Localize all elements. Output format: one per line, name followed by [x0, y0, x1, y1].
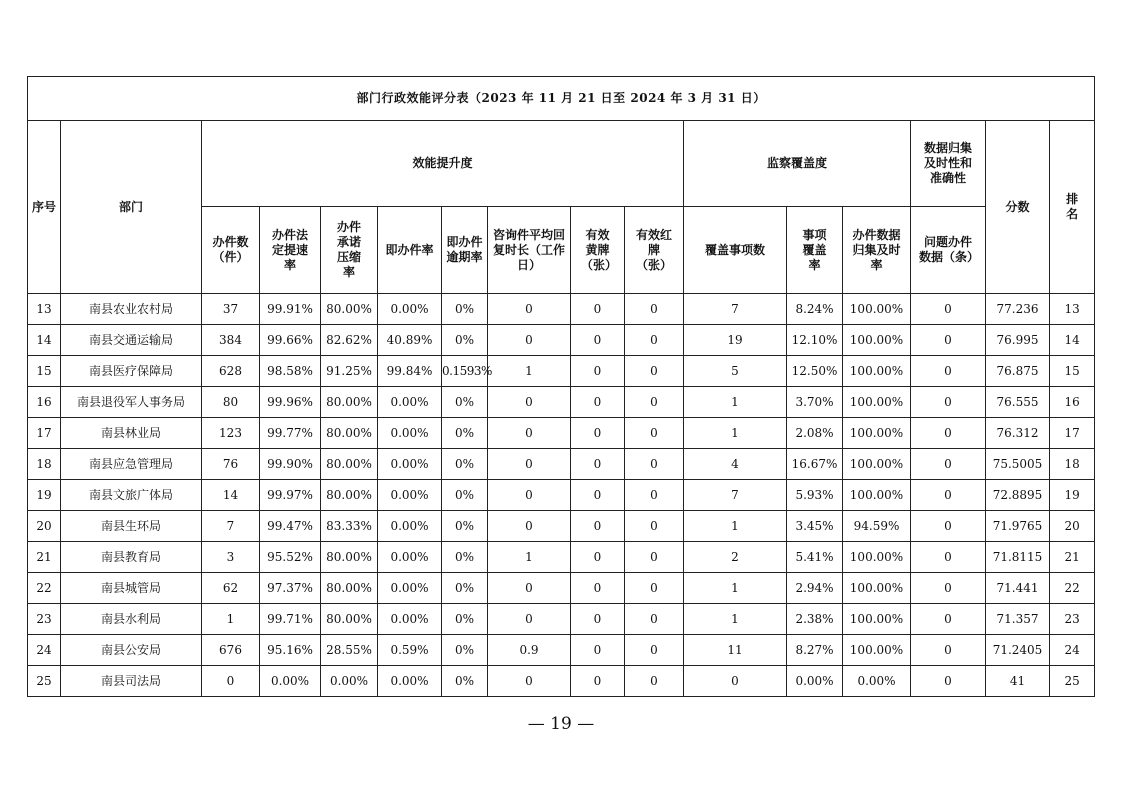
table-row: [28, 511, 1095, 542]
cell-dept: 南县交通运输局: [61, 325, 202, 356]
cell-promise-compress-rate: 80.00%: [321, 294, 378, 325]
title-row: [28, 77, 1095, 121]
table-row: [28, 387, 1095, 418]
cell-score: 71.8115: [986, 542, 1050, 573]
cell-consult-reply-time: 0: [488, 480, 571, 511]
cell-case-count: 76: [202, 449, 260, 480]
cell-seq: 16: [28, 387, 61, 418]
table-row: [28, 480, 1095, 511]
cell-item-coverage-rate: 12.10%: [787, 325, 843, 356]
cell-red-cards: 0: [625, 511, 684, 542]
cell-promise-compress-rate: 80.00%: [321, 418, 378, 449]
cell-yellow-cards: 0: [571, 387, 625, 418]
cell-problem-case-data: 0: [911, 573, 986, 604]
header-covered-items: 覆盖事项数: [684, 207, 787, 294]
cell-dept: 南县文旅广体局: [61, 480, 202, 511]
cell-instant-overdue-rate: 0%: [442, 418, 488, 449]
cell-case-count: 7: [202, 511, 260, 542]
cell-legal-speedup-rate: 99.71%: [260, 604, 321, 635]
cell-legal-speedup-rate: 99.66%: [260, 325, 321, 356]
cell-instant-rate: 0.00%: [378, 387, 442, 418]
cell-seq: 19: [28, 480, 61, 511]
cell-instant-rate: 99.84%: [378, 356, 442, 387]
cell-legal-speedup-rate: 97.37%: [260, 573, 321, 604]
cell-rank: 22: [1050, 573, 1095, 604]
cell-data-collect-rate: 100.00%: [843, 418, 911, 449]
table-row: [28, 635, 1095, 666]
cell-problem-case-data: 0: [911, 666, 986, 697]
cell-yellow-cards: 0: [571, 480, 625, 511]
table-row: [28, 573, 1095, 604]
cell-rank: 21: [1050, 542, 1095, 573]
cell-rank: 17: [1050, 418, 1095, 449]
cell-red-cards: 0: [625, 542, 684, 573]
cell-covered-items: 11: [684, 635, 787, 666]
cell-instant-rate: 0.00%: [378, 604, 442, 635]
cell-covered-items: 5: [684, 356, 787, 387]
cell-promise-compress-rate: 80.00%: [321, 387, 378, 418]
cell-item-coverage-rate: 8.24%: [787, 294, 843, 325]
cell-case-count: 628: [202, 356, 260, 387]
cell-seq: 22: [28, 573, 61, 604]
header-consult-reply-time: 咨询件平均回复时长（工作日）: [488, 207, 571, 294]
cell-problem-case-data: 0: [911, 418, 986, 449]
cell-red-cards: 0: [625, 325, 684, 356]
table-title: 部门行政效能评分表（2023 年 11 月 21 日至 2024 年 3 月 31 日）: [28, 77, 1095, 121]
header-promise-compress-rate: 办件承诺压缩率: [321, 207, 378, 294]
cell-rank: 13: [1050, 294, 1095, 325]
table-row: [28, 604, 1095, 635]
page-number: — 19 —: [527, 714, 595, 734]
cell-score: 76.995: [986, 325, 1050, 356]
cell-rank: 16: [1050, 387, 1095, 418]
cell-seq: 14: [28, 325, 61, 356]
cell-red-cards: 0: [625, 480, 684, 511]
cell-consult-reply-time: 0: [488, 604, 571, 635]
cell-dept: 南县水利局: [61, 604, 202, 635]
cell-rank: 24: [1050, 635, 1095, 666]
cell-yellow-cards: 0: [571, 449, 625, 480]
cell-problem-case-data: 0: [911, 387, 986, 418]
cell-legal-speedup-rate: 99.77%: [260, 418, 321, 449]
cell-item-coverage-rate: 2.38%: [787, 604, 843, 635]
header-dept: 部门: [61, 121, 202, 294]
cell-yellow-cards: 0: [571, 542, 625, 573]
cell-instant-rate: 0.00%: [378, 294, 442, 325]
cell-item-coverage-rate: 0.00%: [787, 666, 843, 697]
cell-promise-compress-rate: 80.00%: [321, 573, 378, 604]
table-row: [28, 418, 1095, 449]
cell-instant-rate: 0.59%: [378, 635, 442, 666]
table-row: [28, 356, 1095, 387]
cell-red-cards: 0: [625, 356, 684, 387]
cell-problem-case-data: 0: [911, 511, 986, 542]
header-data-collect-rate: 办件数据归集及时率: [843, 207, 911, 294]
table-row: [28, 325, 1095, 356]
cell-item-coverage-rate: 2.08%: [787, 418, 843, 449]
cell-data-collect-rate: 100.00%: [843, 542, 911, 573]
cell-legal-speedup-rate: 99.97%: [260, 480, 321, 511]
header-group-supervision: 监察覆盖度: [684, 121, 911, 207]
cell-covered-items: 2: [684, 542, 787, 573]
cell-rank: 14: [1050, 325, 1095, 356]
cell-rank: 20: [1050, 511, 1095, 542]
header-instant-rate: 即办件率: [378, 207, 442, 294]
cell-data-collect-rate: 0.00%: [843, 666, 911, 697]
cell-promise-compress-rate: 80.00%: [321, 604, 378, 635]
cell-problem-case-data: 0: [911, 325, 986, 356]
cell-instant-overdue-rate: 0%: [442, 387, 488, 418]
cell-item-coverage-rate: 5.93%: [787, 480, 843, 511]
header-case-count: 办件数（件）: [202, 207, 260, 294]
cell-dept: 南县林业局: [61, 418, 202, 449]
cell-red-cards: 0: [625, 387, 684, 418]
cell-covered-items: 19: [684, 325, 787, 356]
cell-promise-compress-rate: 82.62%: [321, 325, 378, 356]
header-instant-overdue-rate: 即办件逾期率: [442, 207, 488, 294]
cell-data-collect-rate: 100.00%: [843, 604, 911, 635]
cell-covered-items: 7: [684, 480, 787, 511]
cell-consult-reply-time: 0: [488, 511, 571, 542]
cell-case-count: 1: [202, 604, 260, 635]
cell-item-coverage-rate: 5.41%: [787, 542, 843, 573]
cell-yellow-cards: 0: [571, 356, 625, 387]
cell-red-cards: 0: [625, 418, 684, 449]
cell-rank: 25: [1050, 666, 1095, 697]
cell-instant-overdue-rate: 0%: [442, 573, 488, 604]
cell-dept: 南县城管局: [61, 573, 202, 604]
cell-seq: 25: [28, 666, 61, 697]
cell-data-collect-rate: 94.59%: [843, 511, 911, 542]
cell-data-collect-rate: 100.00%: [843, 449, 911, 480]
header-yellow-cards: 有效黄牌（张）: [571, 207, 625, 294]
cell-data-collect-rate: 100.00%: [843, 573, 911, 604]
cell-covered-items: 1: [684, 573, 787, 604]
cell-case-count: 384: [202, 325, 260, 356]
cell-legal-speedup-rate: 95.52%: [260, 542, 321, 573]
cell-dept: 南县退役军人事务局: [61, 387, 202, 418]
cell-covered-items: 1: [684, 604, 787, 635]
cell-red-cards: 0: [625, 666, 684, 697]
cell-instant-overdue-rate: 0%: [442, 635, 488, 666]
cell-rank: 15: [1050, 356, 1095, 387]
cell-item-coverage-rate: 8.27%: [787, 635, 843, 666]
cell-instant-rate: 0.00%: [378, 573, 442, 604]
cell-promise-compress-rate: 0.00%: [321, 666, 378, 697]
cell-instant-overdue-rate: 0%: [442, 542, 488, 573]
cell-yellow-cards: 0: [571, 511, 625, 542]
header-problem-case-data: 问题办件数据（条）: [911, 207, 986, 294]
cell-data-collect-rate: 100.00%: [843, 294, 911, 325]
cell-problem-case-data: 0: [911, 480, 986, 511]
cell-score: 71.9765: [986, 511, 1050, 542]
header-rank: 排名: [1050, 121, 1095, 294]
cell-score: 72.8895: [986, 480, 1050, 511]
cell-yellow-cards: 0: [571, 635, 625, 666]
cell-case-count: 37: [202, 294, 260, 325]
cell-yellow-cards: 0: [571, 325, 625, 356]
cell-yellow-cards: 0: [571, 418, 625, 449]
cell-instant-rate: 0.00%: [378, 449, 442, 480]
cell-problem-case-data: 0: [911, 449, 986, 480]
cell-instant-overdue-rate: 0%: [442, 511, 488, 542]
cell-consult-reply-time: 0: [488, 449, 571, 480]
cell-seq: 18: [28, 449, 61, 480]
cell-consult-reply-time: 0: [488, 418, 571, 449]
cell-instant-overdue-rate: 0%: [442, 666, 488, 697]
cell-seq: 15: [28, 356, 61, 387]
cell-score: 76.875: [986, 356, 1050, 387]
cell-covered-items: 1: [684, 418, 787, 449]
cell-covered-items: 1: [684, 387, 787, 418]
header-legal-speedup-rate: 办件法定提速率: [260, 207, 321, 294]
cell-instant-rate: 40.89%: [378, 325, 442, 356]
cell-yellow-cards: 0: [571, 666, 625, 697]
cell-promise-compress-rate: 28.55%: [321, 635, 378, 666]
cell-consult-reply-time: 1: [488, 542, 571, 573]
cell-instant-overdue-rate: 0.1593%: [442, 356, 488, 387]
cell-red-cards: 0: [625, 635, 684, 666]
cell-instant-overdue-rate: 0%: [442, 325, 488, 356]
cell-yellow-cards: 0: [571, 604, 625, 635]
cell-item-coverage-rate: 12.50%: [787, 356, 843, 387]
cell-data-collect-rate: 100.00%: [843, 635, 911, 666]
header-data-accuracy: 数据归集及时性和准确性: [911, 121, 986, 207]
cell-problem-case-data: 0: [911, 542, 986, 573]
cell-covered-items: 1: [684, 511, 787, 542]
cell-seq: 23: [28, 604, 61, 635]
cell-legal-speedup-rate: 99.96%: [260, 387, 321, 418]
cell-score: 76.312: [986, 418, 1050, 449]
cell-score: 76.555: [986, 387, 1050, 418]
cell-score: 71.2405: [986, 635, 1050, 666]
cell-score: 71.441: [986, 573, 1050, 604]
cell-rank: 23: [1050, 604, 1095, 635]
cell-case-count: 676: [202, 635, 260, 666]
cell-dept: 南县生环局: [61, 511, 202, 542]
cell-red-cards: 0: [625, 573, 684, 604]
cell-instant-rate: 0.00%: [378, 511, 442, 542]
cell-seq: 17: [28, 418, 61, 449]
cell-instant-rate: 0.00%: [378, 542, 442, 573]
cell-legal-speedup-rate: 95.16%: [260, 635, 321, 666]
cell-dept: 南县公安局: [61, 635, 202, 666]
header-group-efficiency: 效能提升度: [202, 121, 684, 207]
table-row: [28, 449, 1095, 480]
efficiency-score-table: [27, 76, 1095, 697]
cell-rank: 19: [1050, 480, 1095, 511]
cell-covered-items: 0: [684, 666, 787, 697]
cell-promise-compress-rate: 83.33%: [321, 511, 378, 542]
cell-data-collect-rate: 100.00%: [843, 356, 911, 387]
cell-score: 71.357: [986, 604, 1050, 635]
cell-case-count: 3: [202, 542, 260, 573]
cell-score: 75.5005: [986, 449, 1050, 480]
cell-covered-items: 7: [684, 294, 787, 325]
cell-consult-reply-time: 1: [488, 356, 571, 387]
cell-promise-compress-rate: 80.00%: [321, 449, 378, 480]
cell-red-cards: 0: [625, 294, 684, 325]
cell-seq: 24: [28, 635, 61, 666]
cell-seq: 21: [28, 542, 61, 573]
table-row: [28, 294, 1095, 325]
cell-consult-reply-time: 0: [488, 294, 571, 325]
header-seq: 序号: [28, 121, 61, 294]
cell-seq: 13: [28, 294, 61, 325]
cell-promise-compress-rate: 91.25%: [321, 356, 378, 387]
cell-case-count: 80: [202, 387, 260, 418]
cell-yellow-cards: 0: [571, 573, 625, 604]
cell-instant-overdue-rate: 0%: [442, 480, 488, 511]
cell-item-coverage-rate: 3.45%: [787, 511, 843, 542]
cell-seq: 20: [28, 511, 61, 542]
header-score: 分数: [986, 121, 1050, 294]
cell-legal-speedup-rate: 0.00%: [260, 666, 321, 697]
header-item-coverage-rate: 事项覆盖率: [787, 207, 843, 294]
cell-dept: 南县应急管理局: [61, 449, 202, 480]
cell-case-count: 0: [202, 666, 260, 697]
cell-data-collect-rate: 100.00%: [843, 325, 911, 356]
cell-legal-speedup-rate: 98.58%: [260, 356, 321, 387]
cell-data-collect-rate: 100.00%: [843, 387, 911, 418]
cell-item-coverage-rate: 3.70%: [787, 387, 843, 418]
cell-problem-case-data: 0: [911, 604, 986, 635]
cell-dept: 南县医疗保障局: [61, 356, 202, 387]
cell-problem-case-data: 0: [911, 635, 986, 666]
cell-red-cards: 0: [625, 604, 684, 635]
cell-score: 41: [986, 666, 1050, 697]
cell-dept: 南县司法局: [61, 666, 202, 697]
cell-case-count: 62: [202, 573, 260, 604]
cell-dept: 南县农业农村局: [61, 294, 202, 325]
cell-instant-rate: 0.00%: [378, 480, 442, 511]
cell-instant-overdue-rate: 0%: [442, 449, 488, 480]
cell-consult-reply-time: 0: [488, 325, 571, 356]
cell-consult-reply-time: 0: [488, 666, 571, 697]
cell-dept: 南县教育局: [61, 542, 202, 573]
cell-score: 77.236: [986, 294, 1050, 325]
cell-instant-overdue-rate: 0%: [442, 604, 488, 635]
cell-data-collect-rate: 100.00%: [843, 480, 911, 511]
cell-rank: 18: [1050, 449, 1095, 480]
cell-legal-speedup-rate: 99.90%: [260, 449, 321, 480]
table-body: [28, 294, 1095, 697]
cell-promise-compress-rate: 80.00%: [321, 542, 378, 573]
cell-promise-compress-rate: 80.00%: [321, 480, 378, 511]
cell-case-count: 14: [202, 480, 260, 511]
cell-instant-rate: 0.00%: [378, 418, 442, 449]
cell-consult-reply-time: 0: [488, 387, 571, 418]
cell-case-count: 123: [202, 418, 260, 449]
cell-legal-speedup-rate: 99.47%: [260, 511, 321, 542]
cell-problem-case-data: 0: [911, 294, 986, 325]
cell-item-coverage-rate: 2.94%: [787, 573, 843, 604]
header-group-row: [28, 121, 1095, 207]
table-row: [28, 542, 1095, 573]
cell-instant-overdue-rate: 0%: [442, 294, 488, 325]
cell-covered-items: 4: [684, 449, 787, 480]
cell-consult-reply-time: 0: [488, 573, 571, 604]
table-row: [28, 666, 1095, 697]
cell-instant-rate: 0.00%: [378, 666, 442, 697]
cell-yellow-cards: 0: [571, 294, 625, 325]
cell-consult-reply-time: 0.9: [488, 635, 571, 666]
cell-item-coverage-rate: 16.67%: [787, 449, 843, 480]
cell-legal-speedup-rate: 99.91%: [260, 294, 321, 325]
cell-problem-case-data: 0: [911, 356, 986, 387]
cell-red-cards: 0: [625, 449, 684, 480]
header-red-cards: 有效红牌（张）: [625, 207, 684, 294]
